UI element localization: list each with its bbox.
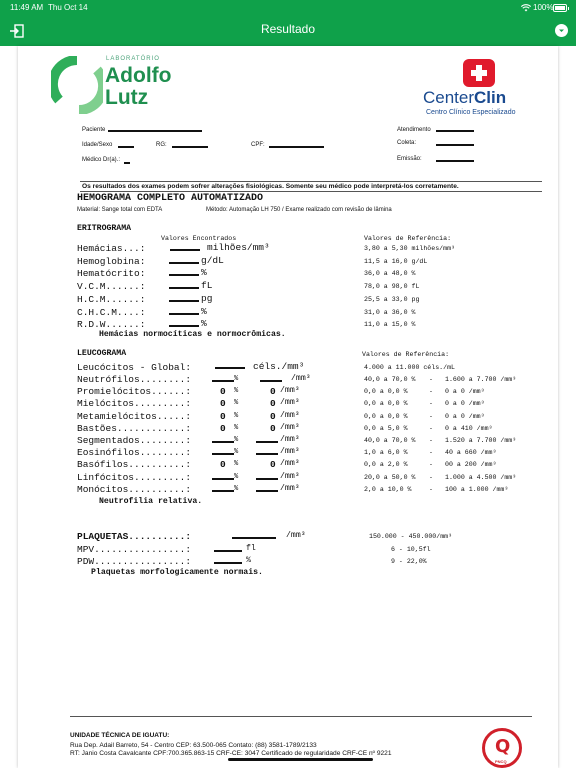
adolfo-lutz-emblem-icon [51, 56, 103, 114]
leucograma-ref-dash: - [429, 412, 433, 420]
leucograma-ref-abs: 1.000 a 4.500 /mm³ [445, 473, 517, 481]
eritrograma-unit: g/dL [201, 254, 224, 266]
leucograma-abs-unit: /mm³ [280, 386, 300, 396]
value-idade-sexo [118, 146, 134, 148]
exam-method: Método: Automação LH 750 / Exame realizado com revisão de lâmina [206, 207, 392, 213]
leucograma-ref-pct: 20,0 a 50,0 % [364, 473, 416, 481]
eritrograma-unit: fL [201, 280, 213, 292]
eritrograma-value [169, 313, 199, 315]
leucograma-abs-unit: /mm³ [280, 435, 300, 444]
label-medico: Médico Dr(a).: [82, 157, 121, 163]
status-date: Thu Oct 14 [48, 3, 88, 12]
leucograma-pct-unit: % [234, 411, 239, 420]
eritrograma-ref: 25,5 a 33,0 pg [364, 295, 420, 303]
leucograma-pct-value: 0 [220, 386, 226, 398]
eritrograma-unit: % [201, 305, 207, 317]
leucograma-pct-unit: % [234, 423, 239, 432]
eritrograma-value [169, 325, 199, 327]
eritrograma-label: Hemácias...: [77, 243, 146, 254]
plaquetas-ref: 150.000 - 450.000/mm³ [369, 533, 453, 540]
leucograma-pct-value: 0 [220, 398, 226, 410]
leucograma-ref-abs: 1.600 a 7.700 /mm³ [445, 376, 517, 383]
leucograma-ref-dash: - [429, 461, 433, 469]
eritrograma-note: Hemácias normocíticas e normocrômicas. [99, 330, 286, 339]
leucograma-ref-dash: - [429, 400, 433, 408]
leucograma-pct-value [212, 441, 234, 443]
leucograma-pct-value: 0 [220, 459, 226, 471]
leucograma-ref-abs: 0 a 0 /mm³ [445, 400, 485, 408]
centerclin-logo [420, 58, 540, 118]
value-emissao [436, 160, 474, 162]
eritrograma-ref: 11,5 a 16,0 g/dL [364, 257, 428, 265]
adolfo-lutz-logo [51, 56, 191, 114]
value-paciente [108, 130, 202, 132]
leucograma-abs-value: 0 [270, 398, 276, 410]
plaquetas-ref: 9 - 22,0% [391, 558, 427, 565]
leucograma-pct-unit: % [234, 472, 239, 481]
label-paciente: Paciente [82, 127, 106, 133]
leucograma-pct-value [212, 380, 234, 382]
leucograma-abs-unit: /mm³ [280, 398, 300, 408]
leucograma-abs-unit: /mm³ [280, 471, 300, 481]
footer-rt: RT: Janio Costa Cavalcante CPF:700.365.863-15 CRF-CE: 3047 Certificado de regularidade CRF-CE nº 9221 [70, 750, 392, 757]
eritrograma-ref: 3,80 a 5,30 milhões/mm³ [364, 245, 456, 252]
eritrograma-col-ref: Valores de Referência: [364, 235, 452, 242]
leucograma-ref-abs: 40 a 660 /mm³ [445, 449, 497, 457]
leucograma-label: Metamielócitos.....: [77, 410, 192, 422]
leucograma-abs-value [256, 453, 278, 455]
leucograma-abs-unit: /mm³ [291, 374, 311, 383]
leucograma-label: Monócitos..........: [77, 483, 192, 495]
centerclin-name-b: Clin [474, 88, 507, 107]
exam-title: HEMOGRAMA COMPLETO AUTOMATIZADO [77, 193, 264, 204]
label-cpf: CPF: [251, 142, 265, 148]
leucograma-abs-unit: /mm³ [280, 459, 300, 469]
footer-address: Rua Dep. Adail Barreto, 54 - Centro CEP: 63.500-065 Contato: (88) 3581-1789/2133 [70, 742, 317, 749]
leucograma-ref-abs: 0 a 410 /mm³ [445, 424, 493, 432]
value-cpf [269, 146, 324, 148]
leucograma-abs-value [260, 380, 282, 382]
leucograma-abs-value [256, 441, 278, 443]
label-emissao: Emissão: [397, 156, 422, 162]
leucograma-ref-pct: 0,0 a 5,0 % [364, 424, 408, 432]
leucograma-label: Segmentados........: [77, 435, 192, 446]
eritrograma-label: R.D.W......: [77, 319, 146, 331]
value-medico [124, 162, 130, 164]
leucograma-label: Eosinófilos........: [77, 447, 192, 459]
leucograma-abs-unit: /mm³ [280, 410, 300, 420]
leucograma-ref-pct: 2,0 a 10,0 % [364, 485, 412, 493]
centerclin-subtitle: Centro Clínico Especializado [426, 109, 516, 116]
leucograma-pct-value: 0 [220, 422, 226, 434]
leucograma-ref-pct: 40,0 a 70,0 % [364, 376, 416, 383]
plaquetas-unit: fl [246, 544, 256, 553]
battery-icon [553, 4, 567, 12]
leucograma-ref-dash: - [429, 437, 433, 444]
eritrograma-ref: 78,0 a 98,0 fL [364, 283, 420, 291]
disclaimer-divider [80, 191, 542, 192]
eritrograma-label: V.C.M......: [77, 281, 146, 293]
leucograma-col-ref: Valores de Referência: [362, 351, 450, 358]
eritrograma-unit: % [201, 318, 207, 330]
leucograma-abs-unit: /mm³ [280, 483, 300, 493]
eritrograma-unit: % [201, 267, 207, 279]
eritrograma-ref: 36,0 a 48,0 % [364, 270, 416, 278]
eritrograma-label: Hematócrito: [77, 268, 146, 280]
leucograma-ref-dash: - [429, 376, 433, 383]
leucograma-ref-abs: 1.520 a 7.700 /mm³ [445, 437, 517, 444]
centerclin-name [423, 88, 506, 108]
battery-percent: 100% [533, 3, 554, 12]
centerclin-name-a: Center [423, 88, 475, 107]
leucocitos-global-label: Leucócitos - Global: [77, 362, 192, 373]
wifi-icon [521, 4, 531, 12]
leucograma-ref-dash: - [429, 388, 433, 396]
eritrograma-unit: milhões/mm³ [207, 242, 270, 253]
value-rg [172, 146, 208, 148]
footer-unit: UNIDADE TÉCNICA DE IGUATU: [70, 732, 170, 739]
leucograma-abs-unit: /mm³ [280, 422, 300, 432]
eritrograma-ref: 11,0 a 15,0 % [364, 321, 416, 329]
leucocitos-global-value [215, 367, 245, 369]
eritrograma-label: C.H.C.M....: [77, 306, 146, 318]
label-rg: RG: [156, 142, 167, 148]
leucograma-ref-pct: 0,0 a 2,0 % [364, 461, 408, 469]
plaquetas-value [214, 562, 242, 564]
leucograma-pct-unit: % [234, 448, 239, 457]
leucograma-label: Linfócitos.........: [77, 471, 192, 483]
leucograma-label: Basófilos..........: [77, 459, 192, 471]
leucograma-ref-dash: - [429, 424, 433, 432]
leucograma-ref-pct: 0,0 a 0,0 % [364, 412, 408, 420]
eritrograma-value [169, 262, 199, 264]
eritrograma-heading: ERITROGRAMA [77, 224, 132, 233]
label-atendimento: Atendimento [397, 127, 431, 133]
leucograma-label: Bastões............: [77, 422, 192, 434]
eritrograma-value [169, 274, 199, 276]
plaquetas-label: MPV................: [77, 544, 192, 555]
eritrograma-value [169, 287, 199, 289]
leucograma-abs-value [256, 478, 278, 480]
eritrograma-value [170, 249, 200, 251]
leucograma-pct-unit: % [234, 387, 239, 396]
exam-material: Material: Sange total com EDTA [77, 207, 163, 213]
leucograma-pct-value [212, 453, 234, 455]
leucocitos-global-unit: céls./mm³ [253, 361, 305, 372]
lab-report [18, 46, 558, 768]
plaquetas-value [232, 537, 276, 539]
plaquetas-ref: 6 - 10,5fl [391, 546, 431, 553]
leucograma-ref-pct: 1,0 a 6,0 % [364, 449, 408, 457]
logo-name-line1: Adolfo [105, 64, 172, 87]
leucograma-pct-value [212, 490, 234, 492]
eritrograma-label: Hemoglobina: [77, 255, 146, 267]
leucograma-pct-unit: % [234, 436, 239, 444]
eritrograma-unit: pg [201, 292, 213, 304]
leucograma-ref-dash: - [429, 473, 433, 481]
leucograma-label: Promielócitos......: [77, 386, 192, 398]
leucograma-abs-value [256, 490, 278, 492]
leucograma-ref-abs: 0 a 0 /mm³ [445, 388, 485, 396]
pncq-seal-label: PNCQ [495, 759, 507, 764]
chevron-down-icon[interactable] [555, 24, 568, 37]
leucograma-heading: LEUCOGRAMA [77, 349, 127, 358]
nav-bar [0, 16, 576, 46]
page-title: Resultado [260, 22, 316, 36]
leucograma-pct-unit: % [234, 484, 239, 493]
plaquetas-unit: /mm³ [286, 531, 306, 540]
plaquetas-unit: % [246, 556, 251, 565]
plaquetas-note: Plaquetas morfologicamente normais. [91, 568, 263, 577]
label-idade-sexo: Idade/Sexo [82, 142, 113, 148]
leucograma-abs-value: 0 [270, 459, 276, 471]
eritrograma-col-found: Valores Encontrados [161, 235, 237, 242]
value-coleta [436, 144, 474, 146]
leucograma-abs-value: 0 [270, 422, 276, 434]
leucograma-ref-pct: 0,0 a 0,0 % [364, 400, 408, 408]
eritrograma-value [169, 300, 199, 302]
status-bar [0, 0, 576, 16]
value-atendimento [436, 130, 474, 132]
leucograma-label: Neutrófilos........: [77, 374, 192, 385]
eritrograma-ref: 31,0 a 36,0 % [364, 308, 416, 316]
chevron-down-glyph [555, 24, 568, 37]
leucograma-label: Mielócitos.........: [77, 398, 192, 410]
logo-lab-label: LABORATÓRIO [106, 56, 160, 62]
status-time: 11:49 AM [10, 3, 44, 12]
leucocitos-global-ref: 4.000 a 11.000 céls./mL [364, 364, 456, 371]
leucograma-abs-value: 0 [270, 410, 276, 422]
leucograma-abs-unit: /mm³ [280, 447, 300, 457]
leucograma-abs-value: 0 [270, 386, 276, 398]
leucograma-pct-unit: % [234, 460, 239, 469]
leucograma-ref-abs: 0 a 0 /mm³ [445, 412, 485, 420]
plaquetas-value [214, 550, 242, 552]
eritrograma-label: H.C.M......: [77, 293, 146, 305]
footer-divider [70, 716, 532, 717]
disclaimer-text: Os resultados dos exames podem sofrer alterações fisiológicas. Somente seu médico pode interpretá-los corretamente. [82, 183, 459, 190]
label-coleta: Coleta: [397, 140, 417, 146]
leucograma-ref-pct: 40,0 a 70,0 % [364, 437, 416, 444]
leucograma-pct-value: 0 [220, 410, 226, 422]
plaquetas-label: PLAQUETAS..........: [77, 531, 192, 542]
leucograma-pct-unit: % [234, 399, 239, 408]
leucograma-pct-value [212, 478, 234, 480]
leucograma-ref-pct: 0,0 a 0,0 % [364, 388, 408, 396]
header-divider [80, 181, 542, 182]
leucograma-pct-unit: % [234, 375, 239, 383]
logo-name-line2: Lutz [105, 86, 149, 109]
leucograma-ref-abs: 00 a 200 /mm³ [445, 461, 497, 469]
leucograma-ref-dash: - [429, 449, 433, 457]
medical-cross-icon [463, 59, 495, 87]
leucograma-ref-abs: 100 a 1.000 /mm³ [445, 485, 509, 493]
scroll-indicator[interactable] [228, 758, 373, 761]
plaquetas-label: PDW................: [77, 556, 192, 567]
leucograma-note: Neutrofilia relativa. [99, 497, 203, 506]
leucograma-ref-dash: - [429, 485, 433, 493]
